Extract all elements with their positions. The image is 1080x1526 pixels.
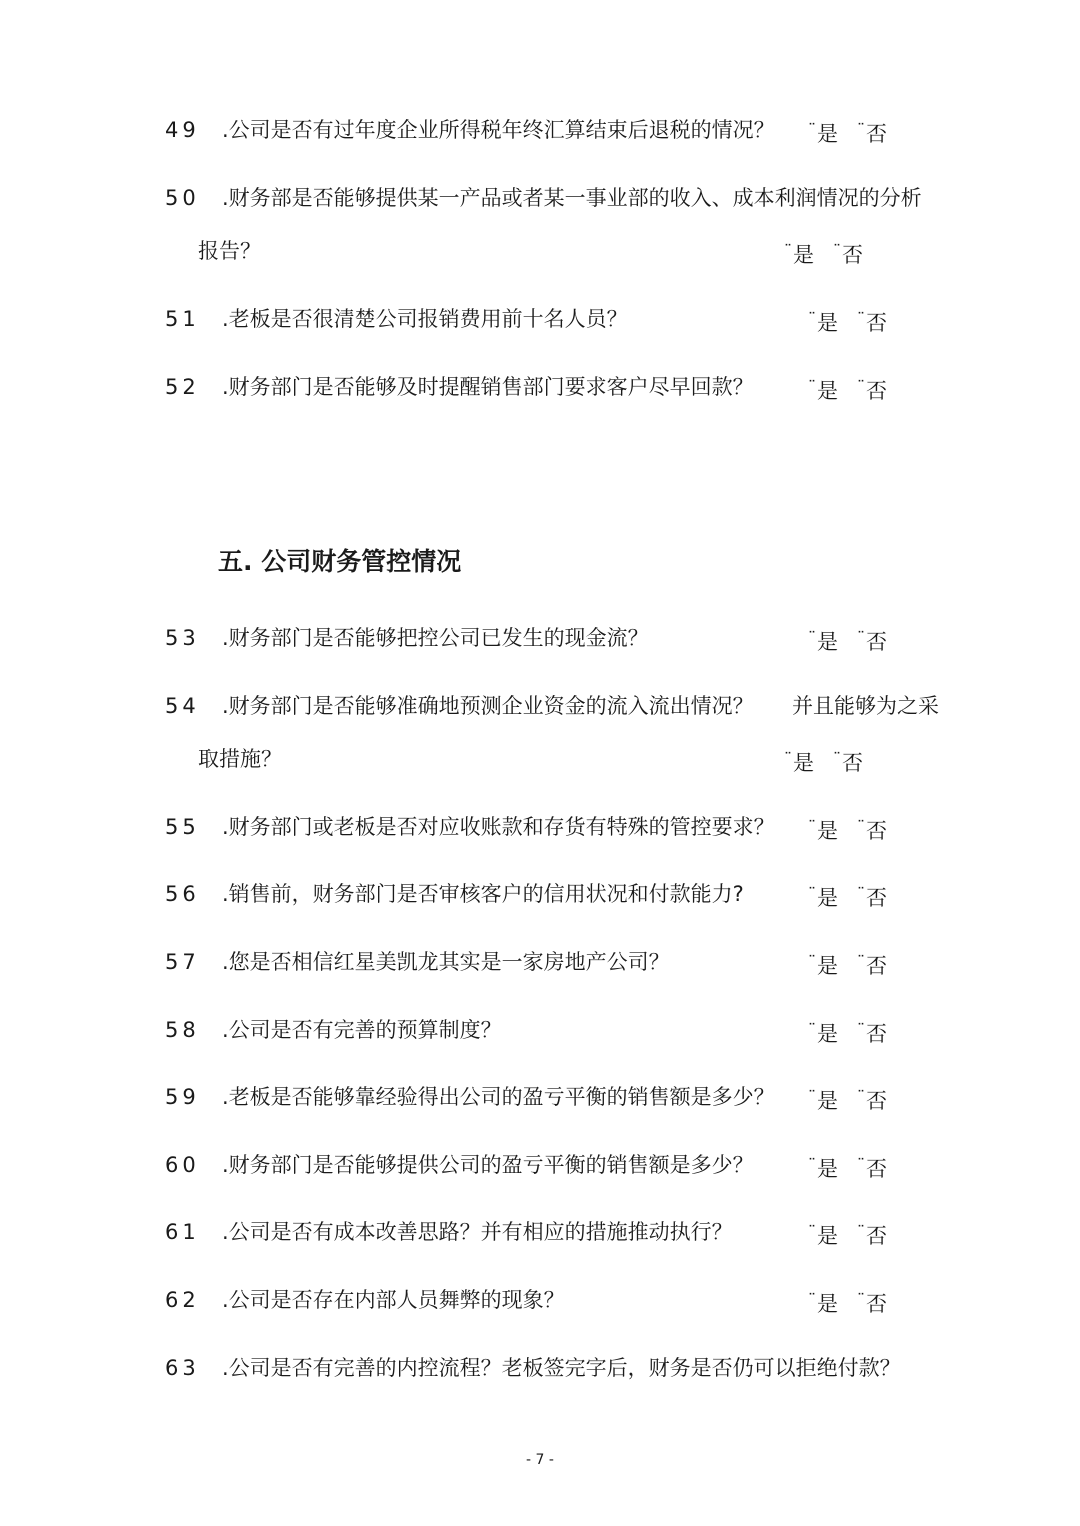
option-no[interactable] [857, 942, 887, 986]
checkbox-icon: ¨ [857, 884, 865, 903]
checkbox-icon: ¨ [808, 628, 816, 647]
option-yes-label: 是 [817, 379, 838, 403]
option-no-label: 否 [866, 1089, 887, 1113]
checkbox-icon: ¨ [808, 1155, 816, 1174]
option-no[interactable] [857, 299, 887, 343]
question-text-continuation: 报告？ [198, 239, 261, 263]
checkbox-icon: ¨ [857, 952, 865, 971]
question-50-continuation [0, 231, 1080, 271]
question-text: .销售前，财务部门是否审核客户的信用状况和付款能力? [222, 882, 744, 906]
question-51 [0, 299, 1080, 339]
checkbox-icon: ¨ [833, 241, 841, 260]
option-no[interactable] [857, 618, 887, 662]
question-text: .公司是否有完善的预算制度？ [222, 1018, 502, 1042]
question-number: 51 [165, 307, 200, 331]
option-yes-label: 是 [817, 819, 838, 843]
checkbox-icon: ¨ [857, 1290, 865, 1309]
question-63 [0, 1348, 1080, 1388]
question-55 [0, 807, 1080, 847]
option-yes[interactable] [808, 1212, 838, 1256]
option-yes-label: 是 [817, 1224, 838, 1248]
option-yes-label: 是 [817, 630, 838, 654]
question-58 [0, 1010, 1080, 1050]
option-no-label: 否 [866, 1292, 887, 1316]
option-yes[interactable] [808, 1077, 838, 1121]
question-49 [0, 110, 1080, 150]
question-text: .老板是否能够靠经验得出公司的盈亏平衡的销售额是多少？ [222, 1085, 775, 1109]
question-59 [0, 1077, 1080, 1117]
option-yes[interactable] [808, 1010, 838, 1054]
question-text: .公司是否有过年度企业所得税年终汇算结束后退税的情况？ [222, 118, 775, 142]
question-number: 56 [165, 882, 200, 906]
checkbox-icon: ¨ [833, 749, 841, 768]
question-number: 60 [165, 1153, 200, 1177]
option-no-label: 否 [866, 1022, 887, 1046]
option-yes[interactable] [808, 807, 838, 851]
option-no[interactable] [833, 739, 863, 783]
checkbox-icon: ¨ [784, 241, 792, 260]
question-text: .公司是否有完善的内控流程？老板签完字后，财务是否仍可以拒绝付款？ [222, 1356, 901, 1380]
page-number: - 7 - [526, 1452, 554, 1468]
question-52 [0, 367, 1080, 407]
checkbox-icon: ¨ [808, 1290, 816, 1309]
option-yes[interactable] [808, 618, 838, 662]
question-number: 61 [165, 1220, 200, 1244]
option-yes[interactable] [784, 739, 814, 783]
option-no[interactable] [857, 367, 887, 411]
question-text: .公司是否存在内部人员舞弊的现象？ [222, 1288, 565, 1312]
checkbox-icon: ¨ [857, 309, 865, 328]
checkbox-icon: ¨ [808, 1087, 816, 1106]
checkbox-icon: ¨ [857, 1155, 865, 1174]
question-60 [0, 1145, 1080, 1185]
checkbox-icon: ¨ [857, 1087, 865, 1106]
question-text: .财务部是否能够提供某一产品或者某一事业部的收入、成本利润情况的分析 [222, 186, 922, 210]
option-yes-label: 是 [817, 122, 838, 146]
option-no[interactable] [857, 1280, 887, 1324]
checkbox-icon: ¨ [857, 377, 865, 396]
question-text: .财务部门是否能够准确地预测企业资金的流入流出情况？ [222, 694, 754, 718]
option-no-label: 否 [866, 954, 887, 978]
question-text: .公司是否有成本改善思路？并有相应的措施推动执行？ [222, 1220, 733, 1244]
question-text-continuation: 取措施？ [198, 747, 282, 771]
question-text-tail: 并且能够为之采 [792, 694, 939, 718]
checkbox-icon: ¨ [808, 817, 816, 836]
option-no[interactable] [857, 1010, 887, 1054]
question-number: 50 [165, 186, 200, 210]
option-no[interactable] [857, 807, 887, 851]
option-no[interactable] [857, 1077, 887, 1121]
option-no[interactable] [833, 231, 863, 275]
option-yes-label: 是 [817, 1292, 838, 1316]
question-61 [0, 1212, 1080, 1252]
checkbox-icon: ¨ [857, 1020, 865, 1039]
question-62 [0, 1280, 1080, 1320]
option-no[interactable] [857, 110, 887, 154]
option-yes[interactable] [808, 1280, 838, 1324]
option-yes-label: 是 [817, 311, 838, 335]
section-title: 五. 公司财务管控情况 [218, 547, 462, 576]
option-yes-label: 是 [793, 243, 814, 267]
question-number: 54 [165, 694, 200, 718]
option-no-label: 否 [866, 819, 887, 843]
checkbox-icon: ¨ [808, 1222, 816, 1241]
option-yes[interactable] [808, 1145, 838, 1189]
option-no-label: 否 [866, 630, 887, 654]
question-number: 49 [165, 118, 200, 142]
checkbox-icon: ¨ [808, 377, 816, 396]
question-53 [0, 618, 1080, 658]
question-text: .财务部门是否能够及时提醒销售部门要求客户尽早回款？ [222, 375, 754, 399]
checkbox-icon: ¨ [808, 309, 816, 328]
checkbox-icon: ¨ [808, 952, 816, 971]
question-number: 55 [165, 815, 200, 839]
question-text: .财务部门是否能够把控公司已发生的现金流？ [222, 626, 649, 650]
question-text: .财务部门是否能够提供公司的盈亏平衡的销售额是多少？ [222, 1153, 754, 1177]
question-number: 59 [165, 1085, 200, 1109]
question-text: .财务部门或老板是否对应收账款和存货有特殊的管控要求？ [222, 815, 775, 839]
option-yes-label: 是 [817, 886, 838, 910]
option-no-label: 否 [842, 243, 863, 267]
option-yes[interactable] [808, 110, 838, 154]
option-yes-label: 是 [817, 1022, 838, 1046]
question-number: 57 [165, 950, 200, 974]
checkbox-icon: ¨ [808, 120, 816, 139]
checkbox-icon: ¨ [808, 1020, 816, 1039]
option-yes[interactable] [808, 299, 838, 343]
question-number: 53 [165, 626, 200, 650]
option-yes[interactable] [784, 231, 814, 275]
question-56 [0, 874, 1080, 914]
checkbox-icon: ¨ [784, 749, 792, 768]
checkbox-icon: ¨ [808, 884, 816, 903]
option-yes[interactable] [808, 367, 838, 411]
checkbox-icon: ¨ [857, 817, 865, 836]
question-50 [0, 178, 1080, 218]
option-no-label: 否 [866, 311, 887, 335]
option-yes[interactable] [808, 942, 838, 986]
option-no[interactable] [857, 1145, 887, 1189]
option-no-label: 否 [866, 1157, 887, 1181]
option-no-label: 否 [866, 886, 887, 910]
question-number: 62 [165, 1288, 200, 1312]
option-yes[interactable] [808, 874, 838, 918]
question-text: .老板是否很清楚公司报销费用前十名人员？ [222, 307, 628, 331]
option-yes-label: 是 [793, 751, 814, 775]
checkbox-icon: ¨ [857, 1222, 865, 1241]
question-54-continuation [0, 739, 1080, 779]
option-yes-label: 是 [817, 1157, 838, 1181]
question-number: 63 [165, 1356, 200, 1380]
option-no-label: 否 [866, 122, 887, 146]
question-number: 52 [165, 375, 200, 399]
option-no-label: 否 [842, 751, 863, 775]
option-no-label: 否 [866, 1224, 887, 1248]
question-54 [0, 686, 1080, 726]
option-no-label: 否 [866, 379, 887, 403]
checkbox-icon: ¨ [857, 628, 865, 647]
option-yes-label: 是 [817, 954, 838, 978]
option-no[interactable] [857, 1212, 887, 1256]
option-yes-label: 是 [817, 1089, 838, 1113]
checkbox-icon: ¨ [857, 120, 865, 139]
question-text: .您是否相信红星美凯龙其实是一家房地产公司？ [222, 950, 670, 974]
question-number: 58 [165, 1018, 200, 1042]
option-no[interactable] [857, 874, 887, 918]
question-57 [0, 942, 1080, 982]
